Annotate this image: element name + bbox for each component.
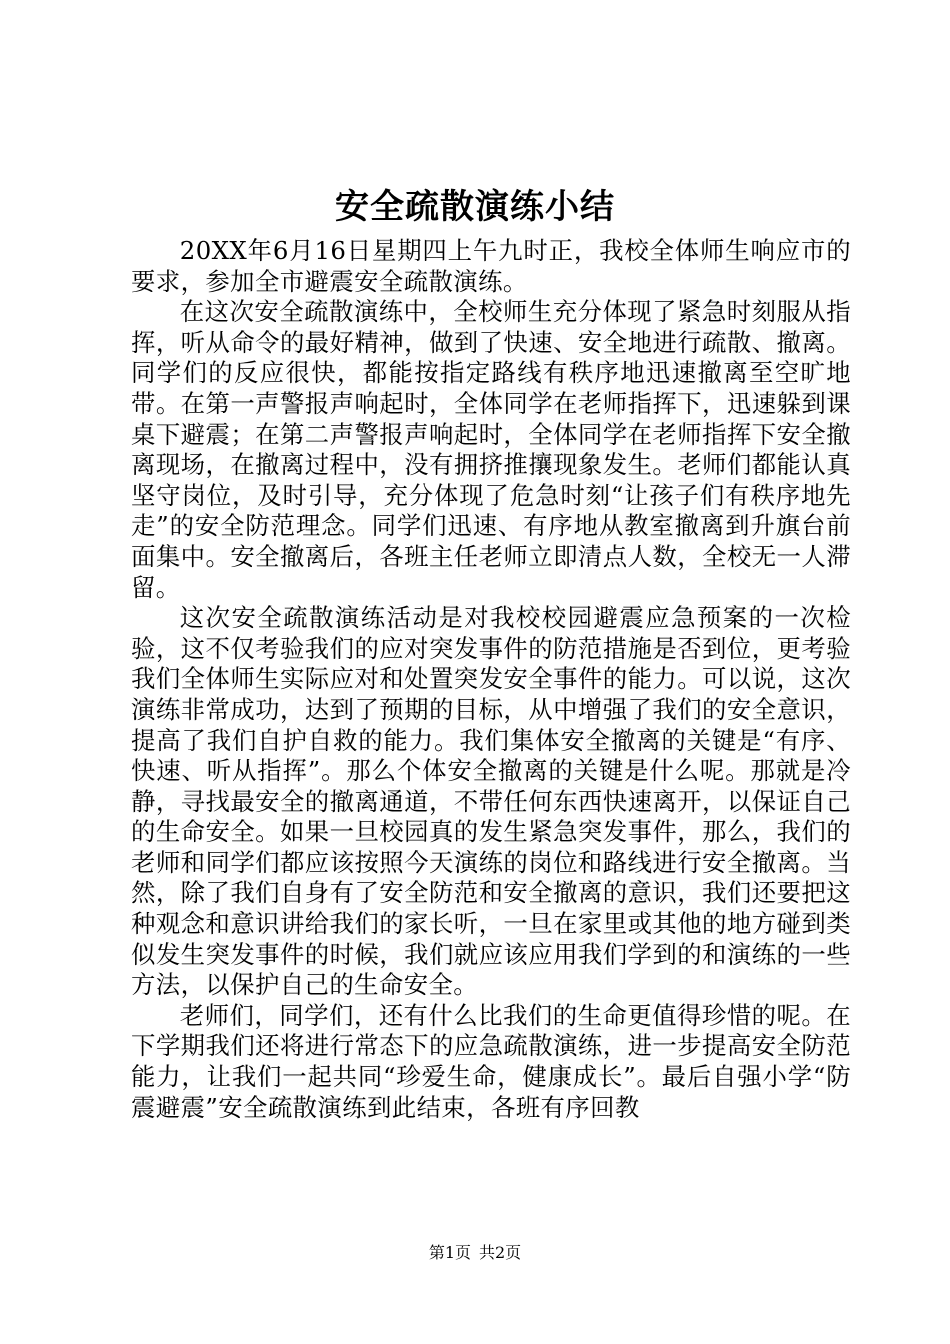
paragraph-3: 这次安全疏散演练活动是对我校校园避震应急预案的一次检验，这不仅考验我们的应对突发事件的防范措施是否到位，更考验我们全体师生实际应对和处置突发安全事件的能力。可以说，这次演练非常成功，达到了预期的目标，从中增强了我们的安全意识，提高了我们自护自救的能力。我们集体安全撤离的关键是“有序、快速、听从指挥”。那么个体安全撤离的关键是什么呢。那就是冷静，寻找最安全的撤离通道，不带任何东西快速离开，以保证自己的生命安全。如果一旦校园真的发生紧急突发事件，那么，我们的老师和同学们都应该按照今天演练的岗位和路线进行安全撤离。当然，除了我们自身有了安全防范和安全撤离的意识，我们还要把这种观念和意识讲给我们的家长听，一旦在家里或其他的地方碰到类似发生突发事件的时候，我们就应该应用我们学到的和演练的一些方法，以保护自己的生命安全。	[131, 603, 851, 1000]
page-footer	[0, 1241, 950, 1265]
document-title: 安全疏散演练小结	[335, 187, 615, 227]
paragraph-1: 20XX年6月16日星期四上午九时正，我校全体师生响应市的要求，参加全市避震安全疏散演练。	[131, 236, 851, 296]
page-total: 共2页	[479, 1243, 522, 1262]
paragraph-4: 老师们，同学们，还有什么比我们的生命更值得珍惜的呢。在下学期我们还将进行常态下的应急疏散演练，进一步提高安全防范能力，让我们一起共同“珍爱生命，健康成长”。最后自强小学“防震避震”安全疏散演练到此结束，各班有序回教	[131, 1000, 851, 1122]
page-number: 第1页	[428, 1243, 471, 1262]
document-body	[131, 236, 851, 1123]
paragraph-2: 在这次安全疏散演练中，全校师生充分体现了紧急时刻服从指挥，听从命令的最好精神，做到了快速、安全地进行疏散、撤离。同学们的反应很快，都能按指定路线有秩序地迅速撤离至空旷地带。在第一声警报声响起时，全体同学在老师指挥下，迅速躲到课桌下避震；在第二声警报声响起时，全体同学在老师指挥下安全撤离现场，在撤离过程中，没有拥挤推攘现象发生。老师们都能认真坚守岗位，及时引导，充分体现了危急时刻“让孩子们有秩序地先走”的安全防范理念。同学们迅速、有序地从教室撤离到升旗台前面集中。安全撤离后，各班主任老师立即清点人数，全校无一人滞留。	[131, 297, 851, 602]
